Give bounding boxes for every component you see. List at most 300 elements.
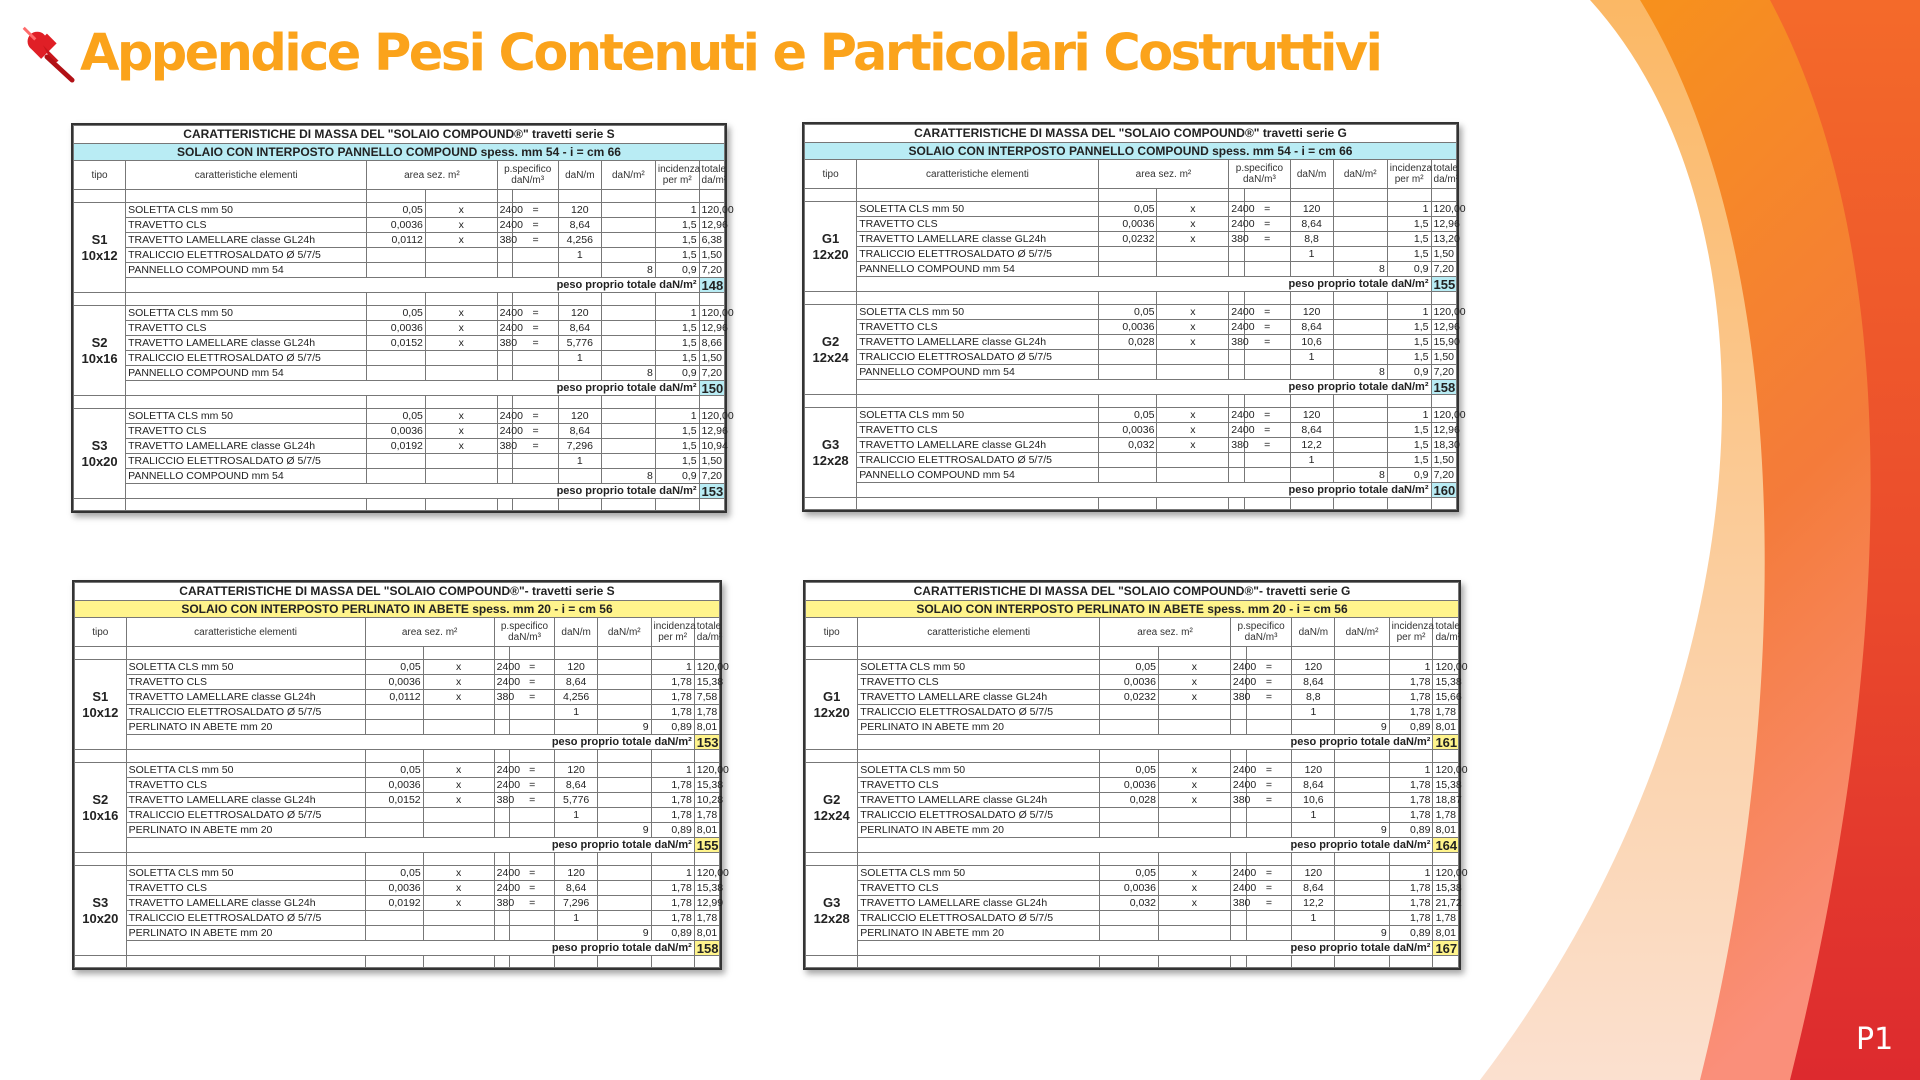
spacer-cell: [497, 499, 513, 511]
spacer-row: [805, 395, 1457, 408]
totale-cell: 1,78: [694, 808, 719, 823]
spacer-cell: [1100, 853, 1159, 866]
times-cell: x: [1157, 320, 1229, 335]
table-row: [805, 365, 1457, 380]
element-label: TRALICCIO ELETTROSALDATO Ø 5/7/5: [857, 350, 1099, 365]
totale-cell: 8,01: [1433, 926, 1459, 941]
table-row: [805, 305, 1457, 320]
element-label: TRAVETTO CLS: [126, 881, 365, 896]
spacer-cell: [558, 396, 601, 409]
danm-cell: 120: [555, 763, 598, 778]
danm-cell: 1: [555, 808, 598, 823]
danm2-cell: [1335, 705, 1389, 720]
spacer-cell: [1335, 750, 1389, 763]
times-cell: x: [423, 690, 494, 705]
element-label: TRAVETTO LAMELLARE classe GL24h: [126, 233, 367, 248]
incidenza-cell: 1,78: [1389, 896, 1433, 911]
specifico-cell: [1229, 365, 1245, 380]
element-label: TRALICCIO ELETTROSALDATO Ø 5/7/5: [126, 248, 367, 263]
spacer-cell: [1333, 189, 1387, 202]
danm2-cell: [1333, 335, 1387, 350]
table-row: [805, 453, 1457, 468]
specifico-cell: 2400: [494, 881, 509, 896]
element-label: SOLETTA CLS mm 50: [126, 203, 367, 218]
danm-cell: 120: [1290, 408, 1333, 423]
incidenza-cell: 1,78: [1389, 690, 1433, 705]
spacer-cell: [126, 647, 365, 660]
danm-cell: 120: [1290, 202, 1333, 217]
area-cell: 0,05: [1098, 408, 1157, 423]
table-title-row: [75, 583, 720, 601]
spacer-cell: [367, 499, 426, 511]
spacer-cell: [558, 499, 601, 511]
times-cell: [1158, 823, 1230, 838]
danm2-cell: [1335, 881, 1389, 896]
equals-cell: =: [510, 866, 555, 881]
specifico-cell: [1230, 926, 1246, 941]
header-elementi: caratteristiche elementi: [857, 160, 1099, 189]
danm-cell: 4,256: [558, 233, 601, 248]
element-label: PANNELLO COMPOUND mm 54: [126, 366, 367, 381]
spacer-cell: [367, 190, 426, 203]
danm2-cell: [1333, 453, 1387, 468]
table-row: [806, 675, 1459, 690]
header-totale: totale da/m²: [699, 161, 724, 190]
danm-cell: 120: [555, 660, 598, 675]
danm2-cell: 8: [601, 366, 655, 381]
table-row: [74, 336, 725, 351]
table-row: [74, 366, 725, 381]
spacer-cell: [805, 498, 857, 510]
danm2-cell: [597, 866, 651, 881]
spacer-cell: [126, 499, 367, 511]
equals-cell: [510, 705, 555, 720]
totale-cell: 120,00: [1433, 866, 1459, 881]
equals-cell: =: [513, 233, 559, 248]
equals-cell: [513, 454, 559, 469]
equals-cell: [510, 911, 555, 926]
total-row: [805, 483, 1457, 498]
spacer-cell: [857, 189, 1099, 202]
header-tipo: tipo: [74, 161, 126, 190]
totale-cell: 18,30: [1431, 438, 1456, 453]
equals-cell: =: [510, 793, 555, 808]
spacer-cell: [497, 293, 513, 306]
spacer-cell: [510, 956, 555, 968]
element-label: PERLINATO IN ABETE mm 20: [858, 926, 1100, 941]
table-row: [805, 320, 1457, 335]
total-label: peso proprio totale daN/m²: [126, 381, 699, 396]
danm2-cell: [601, 218, 655, 233]
equals-cell: =: [510, 896, 555, 911]
equals-cell: [1246, 823, 1292, 838]
spacer-cell: [597, 853, 651, 866]
spacer-cell: [601, 190, 655, 203]
danm-cell: 1: [558, 351, 601, 366]
spacer-cell: [806, 647, 858, 660]
danm-cell: 1: [558, 454, 601, 469]
equals-cell: =: [513, 409, 559, 424]
table-row: [806, 823, 1459, 838]
spacer-cell: [1100, 647, 1159, 660]
table-s-compound: [71, 123, 734, 513]
table-row: [806, 763, 1459, 778]
area-cell: 0,05: [1098, 202, 1157, 217]
totale-cell: 8,66: [699, 336, 724, 351]
danm2-cell: [1333, 438, 1387, 453]
danm-cell: [558, 263, 601, 278]
element-label: PERLINATO IN ABETE mm 20: [126, 720, 365, 735]
danm2-cell: 9: [597, 926, 651, 941]
equals-cell: =: [1244, 232, 1290, 247]
spacer-cell: [1292, 750, 1335, 763]
incidenza-cell: 1: [651, 866, 694, 881]
equals-cell: =: [510, 763, 555, 778]
tipo-cell: G2 12x24: [805, 305, 857, 395]
times-cell: x: [1158, 690, 1230, 705]
spacer-cell: [1098, 292, 1157, 305]
spacer-cell: [1431, 189, 1456, 202]
area-cell: [365, 705, 423, 720]
area-cell: [367, 366, 426, 381]
area-cell: 0,028: [1100, 793, 1159, 808]
spacer-cell: [558, 190, 601, 203]
table-row: [805, 468, 1457, 483]
spacer-cell: [805, 189, 857, 202]
area-cell: [1100, 808, 1159, 823]
danm-cell: [555, 926, 598, 941]
danm2-cell: 9: [1335, 720, 1389, 735]
danm2-cell: 8: [1333, 365, 1387, 380]
total-label: peso proprio totale daN/m²: [857, 277, 1431, 292]
spacer-cell: [1431, 498, 1456, 510]
times-cell: x: [1157, 305, 1229, 320]
totale-cell: 1,50: [1431, 350, 1456, 365]
times-cell: x: [425, 321, 497, 336]
times-cell: [425, 469, 497, 484]
equals-cell: [513, 366, 559, 381]
area-cell: 0,05: [367, 409, 426, 424]
incidenza-cell: 1,5: [655, 233, 699, 248]
equals-cell: =: [1246, 881, 1292, 896]
totale-cell: 7,20: [699, 469, 724, 484]
danm2-cell: [1335, 660, 1389, 675]
specifico-cell: 2400: [1230, 866, 1246, 881]
danm-cell: 4,256: [555, 690, 598, 705]
specifico-cell: 2400: [1230, 660, 1246, 675]
element-label: TRAVETTO CLS: [857, 217, 1099, 232]
incidenza-cell: 1,78: [1389, 808, 1433, 823]
total-row: [75, 838, 720, 853]
spacer-cell: [1389, 750, 1433, 763]
specifico-cell: [497, 454, 513, 469]
totale-cell: 12,99: [694, 896, 719, 911]
times-cell: [425, 454, 497, 469]
danm2-cell: [1335, 896, 1389, 911]
danm-cell: 10,6: [1292, 793, 1335, 808]
specifico-cell: 2400: [1229, 423, 1245, 438]
spacer-row: [75, 853, 720, 866]
danm-cell: [1290, 262, 1333, 277]
incidenza-cell: 0,9: [1387, 262, 1431, 277]
table-subtitle: SOLAIO CON INTERPOSTO PANNELLO COMPOUND spess. mm 54 - i = cm 66: [74, 144, 725, 161]
specifico-cell: [497, 263, 513, 278]
times-cell: x: [423, 675, 494, 690]
element-label: TRAVETTO LAMELLARE classe GL24h: [126, 896, 365, 911]
totale-cell: 15,90: [1431, 335, 1456, 350]
table-row: [74, 439, 725, 454]
equals-cell: =: [513, 218, 559, 233]
times-cell: x: [425, 439, 497, 454]
table-row: [74, 469, 725, 484]
table-title: CARATTERISTICHE DI MASSA DEL "SOLAIO COMPOUND®"- travetti serie G: [806, 583, 1459, 601]
equals-cell: =: [510, 660, 555, 675]
tipo-cell: G3 12x28: [806, 866, 858, 956]
danm2-cell: [1335, 808, 1389, 823]
area-cell: [1098, 262, 1157, 277]
element-label: TRALICCIO ELETTROSALDATO Ø 5/7/5: [126, 351, 367, 366]
totale-cell: 1,50: [1431, 247, 1456, 262]
spacer-cell: [805, 292, 857, 305]
spacer-cell: [1389, 647, 1433, 660]
totale-cell: 7,58: [694, 690, 719, 705]
incidenza-cell: 1: [651, 763, 694, 778]
equals-cell: =: [513, 203, 559, 218]
danm2-cell: [597, 690, 651, 705]
specifico-cell: [494, 926, 509, 941]
danm2-cell: [1335, 690, 1389, 705]
equals-cell: =: [510, 690, 555, 705]
total-value: 155: [1431, 277, 1456, 292]
header-incidenza: incidenza per m²: [655, 161, 699, 190]
totale-cell: 120,00: [699, 409, 724, 424]
table-row: [75, 823, 720, 838]
equals-cell: [1244, 365, 1290, 380]
incidenza-cell: 0,9: [655, 469, 699, 484]
table-subtitle-row: [806, 601, 1459, 618]
spacer-cell: [1230, 853, 1246, 866]
element-label: SOLETTA CLS mm 50: [126, 660, 365, 675]
specifico-cell: [1230, 911, 1246, 926]
area-cell: [1098, 365, 1157, 380]
spacer-cell: [1229, 189, 1245, 202]
specifico-cell: 2400: [1229, 320, 1245, 335]
danm-cell: 8,64: [555, 675, 598, 690]
equals-cell: [513, 263, 559, 278]
element-label: TRAVETTO LAMELLARE classe GL24h: [857, 232, 1099, 247]
totale-cell: 8,01: [694, 823, 719, 838]
spacer-cell: [1290, 498, 1333, 510]
table-row: [75, 778, 720, 793]
specifico-cell: 2400: [494, 675, 509, 690]
totale-cell: 120,00: [699, 203, 724, 218]
total-label: peso proprio totale daN/m²: [857, 483, 1431, 498]
totale-cell: 13,20: [1431, 232, 1456, 247]
total-label: peso proprio totale daN/m²: [126, 838, 694, 853]
times-cell: x: [425, 218, 497, 233]
equals-cell: [1244, 247, 1290, 262]
spacer-cell: [74, 396, 126, 409]
table-subtitle-row: [805, 143, 1457, 160]
danm2-cell: [597, 778, 651, 793]
element-label: TRALICCIO ELETTROSALDATO Ø 5/7/5: [126, 705, 365, 720]
table-subtitle-row: [74, 144, 725, 161]
danm-cell: 8,64: [558, 218, 601, 233]
danm2-cell: [597, 808, 651, 823]
totale-cell: 15,38: [1433, 675, 1459, 690]
total-label: peso proprio totale daN/m²: [858, 941, 1433, 956]
spacer-cell: [857, 395, 1099, 408]
element-label: TRAVETTO LAMELLARE classe GL24h: [126, 336, 367, 351]
equals-cell: [1244, 262, 1290, 277]
times-cell: [423, 808, 494, 823]
specifico-cell: 2400: [494, 866, 509, 881]
table-row: [805, 335, 1457, 350]
page-number: P1: [1856, 1022, 1894, 1057]
equals-cell: =: [510, 675, 555, 690]
area-cell: 0,0036: [1098, 423, 1157, 438]
danm-cell: 12,2: [1290, 438, 1333, 453]
danm2-cell: [1333, 305, 1387, 320]
table-row: [806, 720, 1459, 735]
element-label: SOLETTA CLS mm 50: [857, 408, 1099, 423]
spacer-cell: [694, 956, 719, 968]
specifico-cell: 380: [1230, 896, 1246, 911]
totale-cell: 1,50: [1431, 453, 1456, 468]
incidenza-cell: 1,78: [651, 793, 694, 808]
incidenza-cell: 0,9: [1387, 365, 1431, 380]
area-cell: 0,0036: [365, 881, 423, 896]
times-cell: [1158, 808, 1230, 823]
incidenza-cell: 1,5: [655, 351, 699, 366]
area-cell: [1100, 926, 1159, 941]
incidenza-cell: 1,5: [1387, 335, 1431, 350]
spacer-cell: [651, 647, 694, 660]
table-row: [74, 321, 725, 336]
area-cell: 0,0036: [1100, 881, 1159, 896]
specifico-cell: 2400: [1230, 675, 1246, 690]
area-cell: 0,05: [365, 866, 423, 881]
spacer-cell: [858, 647, 1100, 660]
tipo-cell: G1 12x20: [806, 660, 858, 750]
element-label: TRAVETTO CLS: [126, 321, 367, 336]
header-area: area sez. m²: [1100, 618, 1231, 647]
totale-cell: 15,38: [694, 881, 719, 896]
danm2-cell: [597, 896, 651, 911]
table-g-compound: [802, 122, 1466, 512]
spacer-cell: [365, 647, 423, 660]
area-cell: [367, 351, 426, 366]
specifico-cell: [1229, 247, 1245, 262]
header-totale: totale da/m²: [1431, 160, 1456, 189]
element-label: TRAVETTO LAMELLARE classe GL24h: [126, 793, 365, 808]
times-cell: [423, 720, 494, 735]
spacer-row: [805, 292, 1457, 305]
totale-cell: 1,78: [1433, 705, 1459, 720]
equals-cell: =: [1244, 305, 1290, 320]
table-title: CARATTERISTICHE DI MASSA DEL "SOLAIO COMPOUND®"- travetti serie S: [75, 583, 720, 601]
spacer-row: [806, 853, 1459, 866]
table-row: [806, 926, 1459, 941]
equals-cell: [1246, 911, 1292, 926]
area-cell: 0,0152: [365, 793, 423, 808]
totale-cell: 10,28: [694, 793, 719, 808]
table-row: [806, 866, 1459, 881]
specifico-cell: 2400: [494, 763, 509, 778]
incidenza-cell: 1,5: [1387, 217, 1431, 232]
slide-title: Appendice Pesi Contenuti e Particolari Costruttivi: [80, 23, 1381, 83]
total-value: 150: [699, 381, 724, 396]
area-cell: [1100, 911, 1159, 926]
area-cell: 0,032: [1100, 896, 1159, 911]
area-cell: 0,0232: [1098, 232, 1157, 247]
spacer-cell: [367, 293, 426, 306]
times-cell: [423, 705, 494, 720]
table-row: [75, 660, 720, 675]
spacer-cell: [1158, 956, 1230, 968]
table-row: [74, 306, 725, 321]
spacer-cell: [1246, 956, 1292, 968]
danm-cell: 120: [1292, 660, 1335, 675]
total-value: 158: [1431, 380, 1456, 395]
spacer-cell: [597, 956, 651, 968]
table-row: [806, 660, 1459, 675]
spacer-cell: [1290, 189, 1333, 202]
element-label: PANNELLO COMPOUND mm 54: [126, 469, 367, 484]
element-label: PANNELLO COMPOUND mm 54: [857, 468, 1099, 483]
table-row: [75, 926, 720, 941]
slide-header: [14, 18, 1380, 88]
spacer-cell: [1229, 498, 1245, 510]
danm-cell: 1: [1292, 705, 1335, 720]
danm-cell: 8,64: [1292, 675, 1335, 690]
times-cell: x: [1158, 763, 1230, 778]
element-label: TRAVETTO LAMELLARE classe GL24h: [858, 690, 1100, 705]
tipo-cell: S2 10x16: [75, 763, 127, 853]
incidenza-cell: 1,5: [655, 321, 699, 336]
table-subtitle: SOLAIO CON INTERPOSTO PANNELLO COMPOUND spess. mm 54 - i = cm 66: [805, 143, 1457, 160]
danm2-cell: [1333, 320, 1387, 335]
spacer-cell: [1433, 853, 1459, 866]
spacer-row: [75, 647, 720, 660]
element-label: TRAVETTO LAMELLARE classe GL24h: [126, 439, 367, 454]
spacer-cell: [1100, 956, 1159, 968]
total-value: 161: [1433, 735, 1459, 750]
spacer-cell: [597, 750, 651, 763]
total-label: peso proprio totale daN/m²: [858, 838, 1433, 853]
totale-cell: 12,96: [1431, 217, 1456, 232]
specifico-cell: 2400: [1229, 202, 1245, 217]
header-danm2: daN/m²: [597, 618, 651, 647]
area-cell: 0,0112: [367, 233, 426, 248]
specifico-cell: [494, 911, 509, 926]
element-label: TRAVETTO CLS: [126, 778, 365, 793]
area-cell: [367, 263, 426, 278]
spacer-cell: [651, 853, 694, 866]
spacer-cell: [1433, 956, 1459, 968]
element-label: PERLINATO IN ABETE mm 20: [126, 926, 365, 941]
equals-cell: =: [1246, 675, 1292, 690]
spacer-cell: [655, 190, 699, 203]
total-value: 148: [699, 278, 724, 293]
times-cell: x: [1158, 881, 1230, 896]
times-cell: [1157, 262, 1229, 277]
area-cell: [365, 911, 423, 926]
header-specifico: p.specifico daN/m³: [497, 161, 558, 190]
total-label: peso proprio totale daN/m²: [126, 484, 699, 499]
specifico-cell: [494, 808, 509, 823]
danm-cell: 8,64: [1290, 320, 1333, 335]
